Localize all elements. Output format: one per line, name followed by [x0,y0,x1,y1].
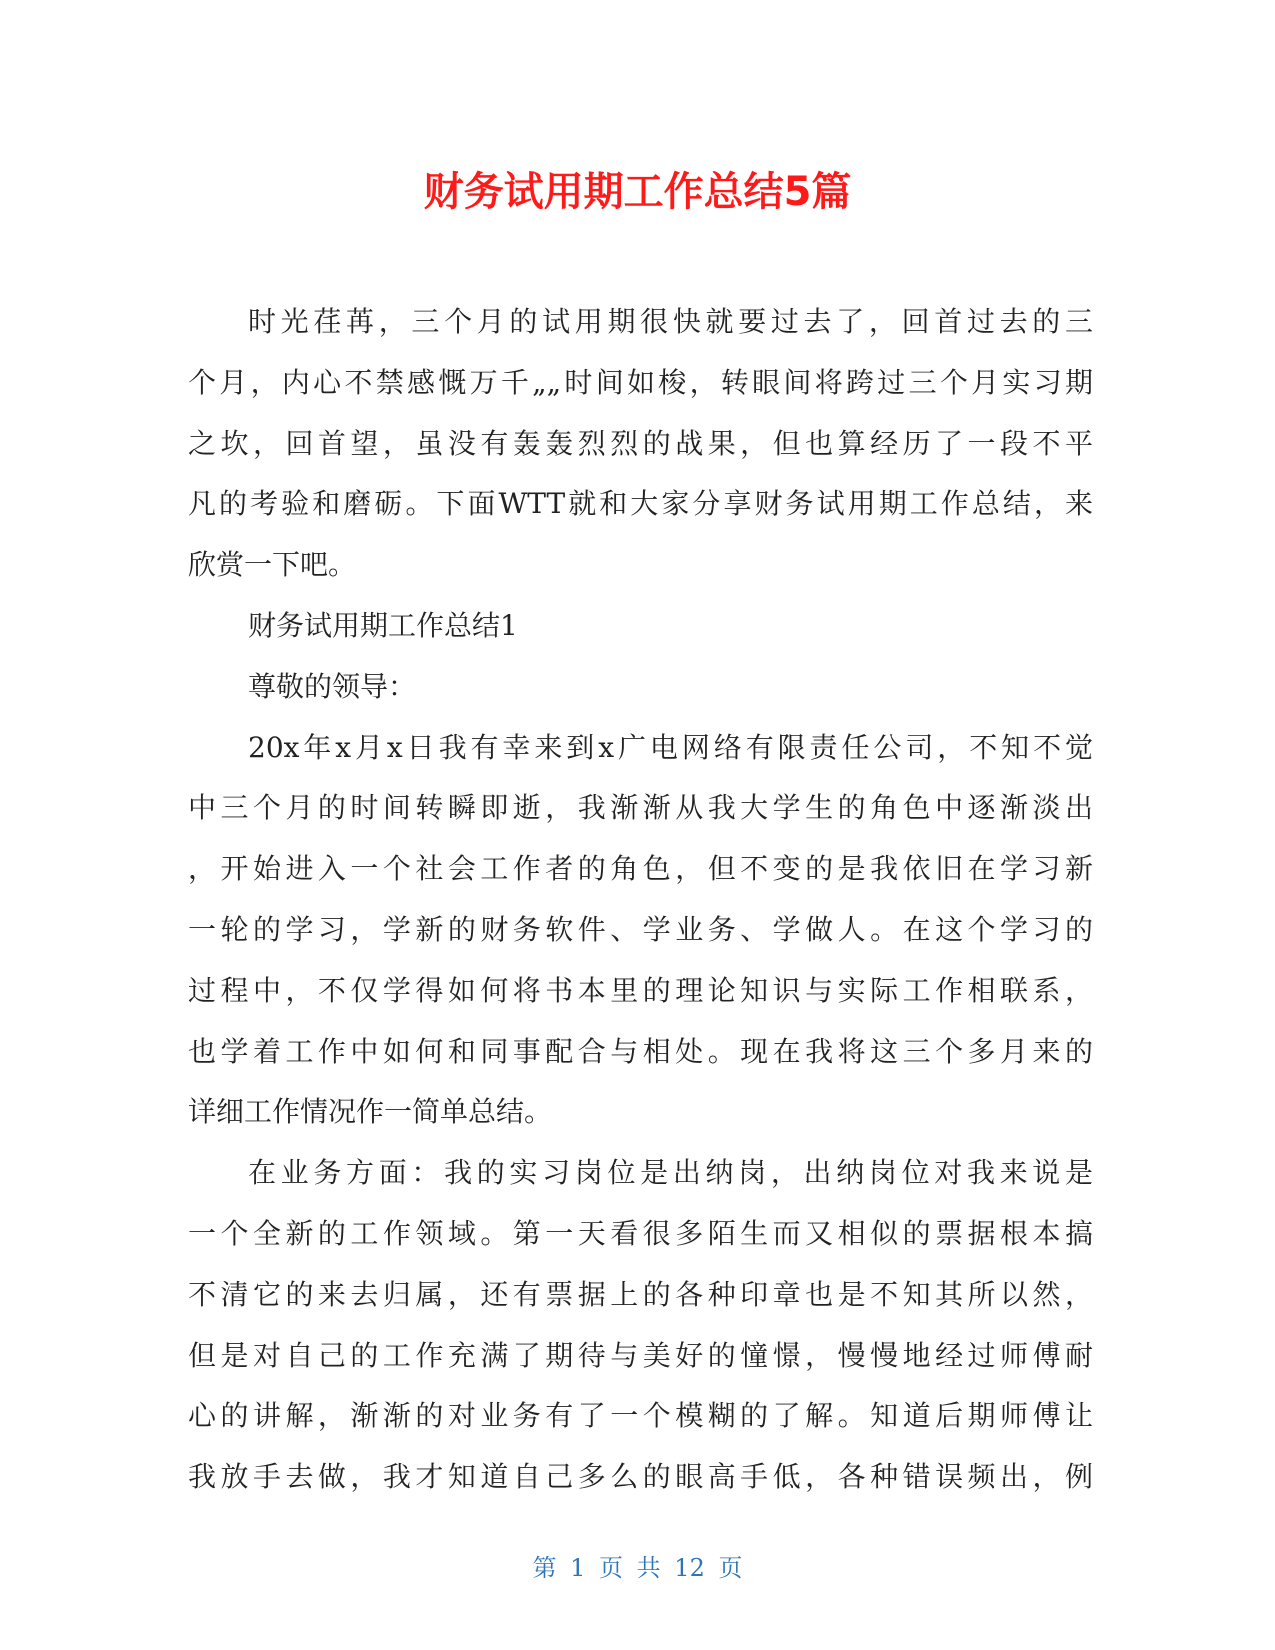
section-heading: 财务试用期工作总结1 [248,608,518,642]
body-line: ，开始进入一个社会工作者的角色，但不变的是我依旧在学习新 [188,852,1093,886]
body-line: 不清它的来去归属，还有票据上的各种印章也是不知其所以然， [188,1277,1093,1311]
document-title: 财务试用期工作总结5篇 [423,169,852,215]
document-body [188,292,1093,1508]
page-number-footer: 第 1 页 共 12 页 [532,1554,743,1582]
body-line: 详细工作情况作一简单总结。 [188,1095,553,1129]
body-line: 一轮的学习，学新的财务软件、学业务、学做人。在这个学习的 [188,912,1093,946]
body-line: 20x年x月x日我有幸来到x广电网络有限责任公司，不知不觉 [248,730,1093,764]
body-line: 过程中，不仅学得如何将书本里的理论知识与实际工作相联系， [188,973,1093,1007]
body-line: 在业务方面：我的实习岗位是出纳岗，出纳岗位对我来说是 [248,1156,1093,1190]
salutation: 尊敬的领导： [248,669,417,703]
body-line: 但是对自己的工作充满了期待与美好的憧憬，慢慢地经过师傅耐 [188,1338,1093,1372]
body-line: 时光荏苒，三个月的试用期很快就要过去了，回首过去的三 [248,305,1093,338]
body-line: 欣赏一下吧。 [188,548,357,582]
body-line: 也学着工作中如何和同事配合与相处。现在我将这三个多月来的 [188,1034,1093,1068]
body-line: 一个全新的工作领域。第一天看很多陌生而又相似的票据根本搞 [188,1216,1093,1250]
body-line: 之坎，回首望，虽没有轰轰烈烈的战果，但也算经历了一段不平 [188,426,1093,460]
body-line: 我放手去做，我才知道自己多么的眼高手低，各种错误频出，例 [188,1460,1093,1494]
body-line: 中三个月的时间转瞬即逝，我渐渐从我大学生的角色中逐渐淡出 [188,791,1093,825]
body-line: 凡的考验和磨砺。下面WTT就和大家分享财务试用期工作总结，来 [188,487,1093,521]
body-line: 个月，内心不禁感慨万千„„时间如梭，转眼间将跨过三个月实习期 [188,365,1093,399]
body-line: 心的讲解，渐渐的对业务有了一个模糊的了解。知道后期师傅让 [188,1399,1093,1433]
